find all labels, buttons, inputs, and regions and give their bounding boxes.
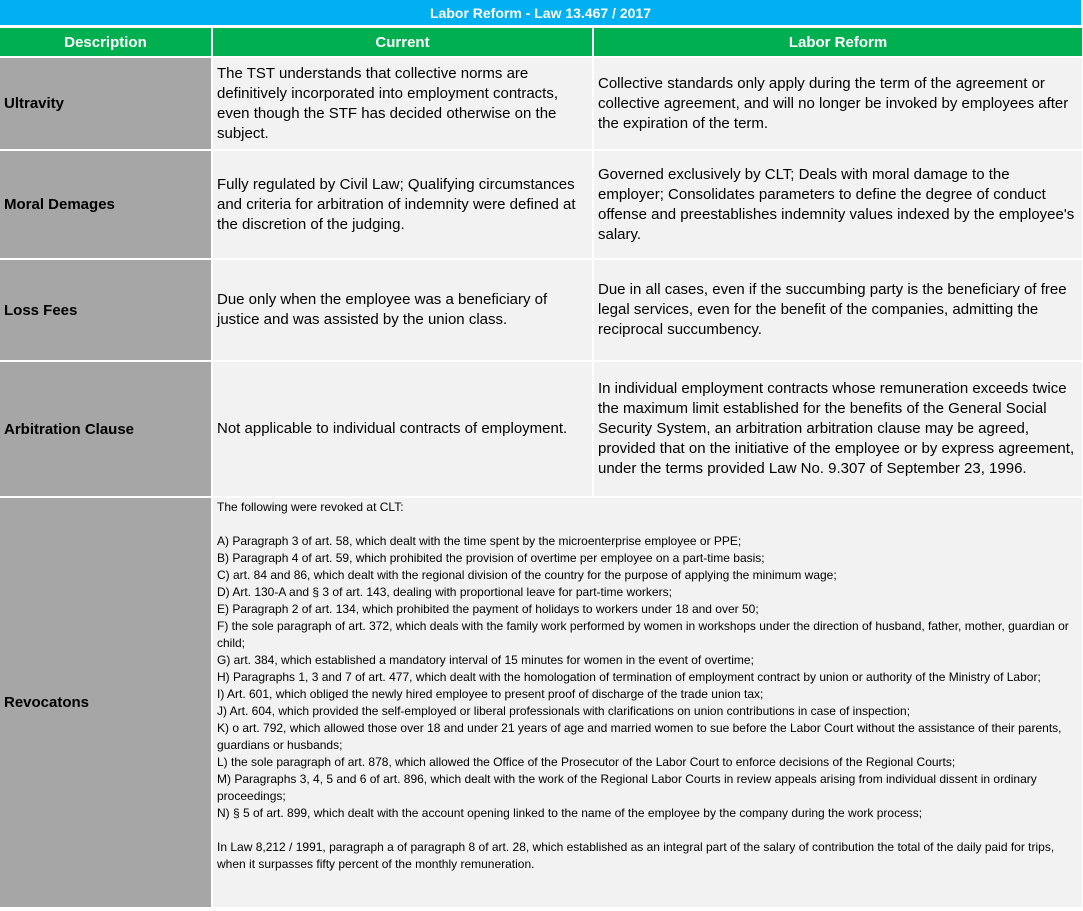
revocation-item: M) Paragraphs 3, 4, 5 and 6 of art. 896, which dealt with the work of the Regional Labor Courts in review appeals arising from individual dissent in ordinary proceedings;: [217, 772, 1037, 803]
revocations-intro: The following were revoked at CLT:: [217, 500, 404, 514]
current-cell-arbitration-clause: Not applicable to individual contracts of employment.: [213, 362, 592, 496]
current-cell-ultravity: The TST understands that collective norms are definitively incorporated into employment contracts, even though the STF has decided otherwise on the subject.: [213, 58, 592, 149]
revocation-item: A) Paragraph 3 of art. 58, which dealt with the time spent by the microenterprise employee or PPE;: [217, 534, 742, 548]
revocations-footer: In Law 8,212 / 1991, paragraph a of paragraph 8 of art. 28, which established as an integral part of the salary of contribution the total of the daily paid for trips, when it surpasses fifty percent of the monthly remuneration.: [217, 840, 1055, 871]
revocation-item: K) o art. 792, which allowed those over 18 and under 21 years of age and married women to sue before the Labor Court without the assistance of their parents, guardians or husbands;: [217, 721, 1062, 752]
row-label-loss-fees: Loss Fees: [0, 260, 211, 360]
row-label-moral-damages: Moral Demages: [0, 151, 211, 258]
row-label-ultravity: Ultravity: [0, 58, 211, 149]
column-header-description: Description: [0, 28, 211, 56]
revocation-item: B) Paragraph 4 of art. 59, which prohibited the provision of overtime per employee on a part-time basis;: [217, 551, 765, 565]
column-header-labor-reform: Labor Reform: [594, 28, 1082, 56]
revocation-item: E) Paragraph 2 of art. 134, which prohibited the payment of holidays to workers under 18 and over 50;: [217, 602, 759, 616]
current-cell-loss-fees: Due only when the employee was a beneficiary of justice and was assisted by the union class.: [213, 260, 592, 360]
current-cell-moral-damages: Fully regulated by Civil Law; Qualifying circumstances and criteria for arbitration of indemnity were defined at the discretion of the judging.: [213, 151, 592, 258]
row-label-revocations: Revocatons: [0, 498, 211, 907]
revocations-cell: [213, 498, 1082, 907]
revocation-item: J) Art. 604, which provided the self-employed or liberal professionals with clarifications on union contributions in case of inspection;: [217, 704, 911, 718]
revocation-item: C) art. 84 and 86, which dealt with the regional division of the country for the purpose of applying the minimum wage;: [217, 568, 837, 582]
table-title: Labor Reform - Law 13.467 / 2017: [0, 0, 1081, 25]
revocation-item: G) art. 384, which established a mandatory interval of 15 minutes for women in the event of overtime;: [217, 653, 754, 667]
reform-cell-arbitration-clause: In individual employment contracts whose remuneration exceeds twice the maximum limit established for the benefits of the General Social Security System, an arbitration arbitration clause may be agreed, provided that on the initiative of the employee or by express agreement, under the terms provided Law No. 9.307 of September 23, 1996.: [594, 362, 1082, 496]
reform-cell-moral-damages: Governed exclusively by CLT; Deals with moral damage to the employer; Consolidates parameters to define the degree of conduct offense and preestablishes indemnity values indexed by the employee's salary.: [594, 151, 1082, 258]
comparison-table: [0, 28, 1081, 907]
spacer: [217, 822, 1078, 839]
revocation-item: F) the sole paragraph of art. 372, which deals with the family work performed by women in workshops under the direction of husband, father, mother, guardian or child;: [217, 619, 1069, 650]
reform-cell-ultravity: Collective standards only apply during the term of the agreement or collective agreement, and will no longer be invoked by employees after the expiration of the term.: [594, 58, 1082, 149]
revocation-item: H) Paragraphs 1, 3 and 7 of art. 477, which dealt with the homologation of termination of employment contract by union or authority of the Ministry of Labor;: [217, 670, 1041, 684]
column-header-current: Current: [213, 28, 592, 56]
revocation-item: D) Art. 130-A and § 3 of art. 143, dealing with proportional leave for part-time workers;: [217, 585, 672, 599]
revocation-item: N) § 5 of art. 899, which dealt with the account opening linked to the name of the employee by the company during the work process;: [217, 806, 923, 820]
revocation-item: L) the sole paragraph of art. 878, which allowed the Office of the Prosecutor of the Labor Court to enforce decisions of the Regional Courts;: [217, 755, 956, 769]
reform-cell-loss-fees: Due in all cases, even if the succumbing party is the beneficiary of free legal services, even for the benefit of the companies, admitting the reciprocal succumbency.: [594, 260, 1082, 360]
row-label-arbitration-clause: Arbitration Clause: [0, 362, 211, 496]
revocation-item: I) Art. 601, which obliged the newly hired employee to present proof of discharge of the trade union tax;: [217, 687, 764, 701]
spacer: [217, 516, 1078, 533]
